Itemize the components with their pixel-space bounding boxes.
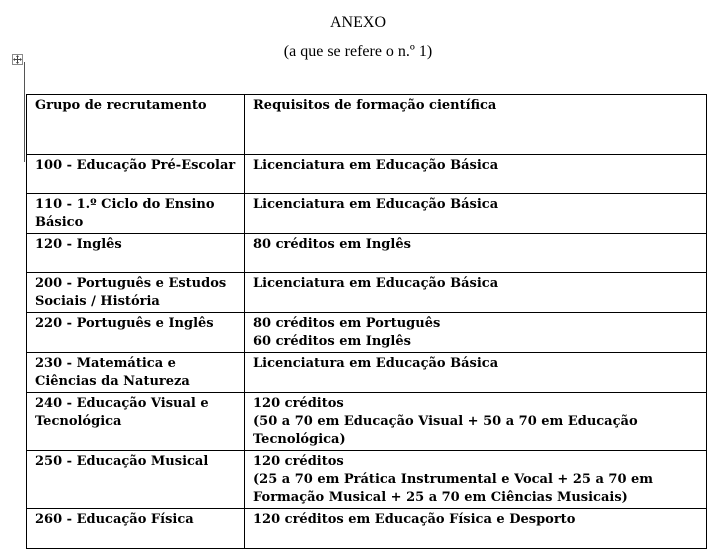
table-move-handle-icon[interactable]: [12, 54, 23, 65]
requirement-line: Licenciatura em Educação Básica: [253, 158, 499, 173]
requirement-cell[interactable]: [245, 234, 707, 273]
requirement-line: 80 créditos em Português: [253, 316, 441, 331]
requirement-line: Licenciatura em Educação Básica: [253, 276, 499, 291]
document-subtitle: (a que se refere o n.º 1): [283, 43, 433, 60]
table-row: [27, 273, 707, 313]
table-row: [27, 353, 707, 393]
requirement-cell[interactable]: [245, 273, 707, 313]
header-cell-group[interactable]: Grupo de recrutamento: [27, 95, 245, 155]
group-cell[interactable]: 260 - Educação Física: [27, 509, 245, 549]
table-row: [27, 313, 707, 353]
requirement-cell[interactable]: [245, 393, 707, 451]
group-cell[interactable]: 230 - Matemática e Ciências da Natureza: [27, 353, 245, 393]
table-row: [27, 194, 707, 234]
requirement-cell[interactable]: [245, 313, 707, 353]
requirement-cell[interactable]: [245, 353, 707, 393]
header-cell-requirements[interactable]: Requisitos de formação científica: [245, 95, 707, 155]
requirement-line: Licenciatura em Educação Básica: [253, 356, 499, 371]
group-cell[interactable]: 100 - Educação Pré-Escolar: [27, 155, 245, 194]
requirement-line: 60 créditos em Inglês: [253, 334, 411, 349]
requirement-cell[interactable]: [245, 509, 707, 549]
table-row: [27, 393, 707, 451]
requirement-cell[interactable]: [245, 451, 707, 509]
table-row: [27, 234, 707, 273]
group-cell[interactable]: 110 - 1.º Ciclo do Ensino Básico: [27, 194, 245, 234]
requirements-table: [26, 94, 707, 549]
requirement-cell[interactable]: [245, 194, 707, 234]
table-row: [27, 509, 707, 549]
group-cell[interactable]: 200 - Português e Estudos Sociais / História: [27, 273, 245, 313]
requirement-line: (25 a 70 em Prática Instrumental e Vocal + 25 a 70 em Formação Musical + 25 a 70 em Ciências Musicais): [253, 472, 654, 505]
table-row: [27, 451, 707, 509]
document-title: ANEXO: [330, 14, 386, 31]
requirement-line: 120 créditos: [253, 454, 344, 469]
table-header-row: [27, 95, 707, 155]
requirement-line: 120 créditos: [253, 396, 344, 411]
group-cell[interactable]: 220 - Português e Inglês: [27, 313, 245, 353]
requirement-line: Licenciatura em Educação Básica: [253, 197, 499, 212]
requirement-line: 120 créditos em Educação Física e Desporto: [253, 512, 576, 527]
requirement-line: (50 a 70 em Educação Visual + 50 a 70 em Educação Tecnológica): [253, 414, 638, 447]
requirement-cell[interactable]: [245, 155, 707, 194]
table-selection-line: [24, 62, 25, 162]
group-cell[interactable]: 120 - Inglês: [27, 234, 245, 273]
group-cell[interactable]: 250 - Educação Musical: [27, 451, 245, 509]
requirement-line: 80 créditos em Inglês: [253, 237, 411, 252]
table-row: [27, 155, 707, 194]
group-cell[interactable]: 240 - Educação Visual e Tecnológica: [27, 393, 245, 451]
